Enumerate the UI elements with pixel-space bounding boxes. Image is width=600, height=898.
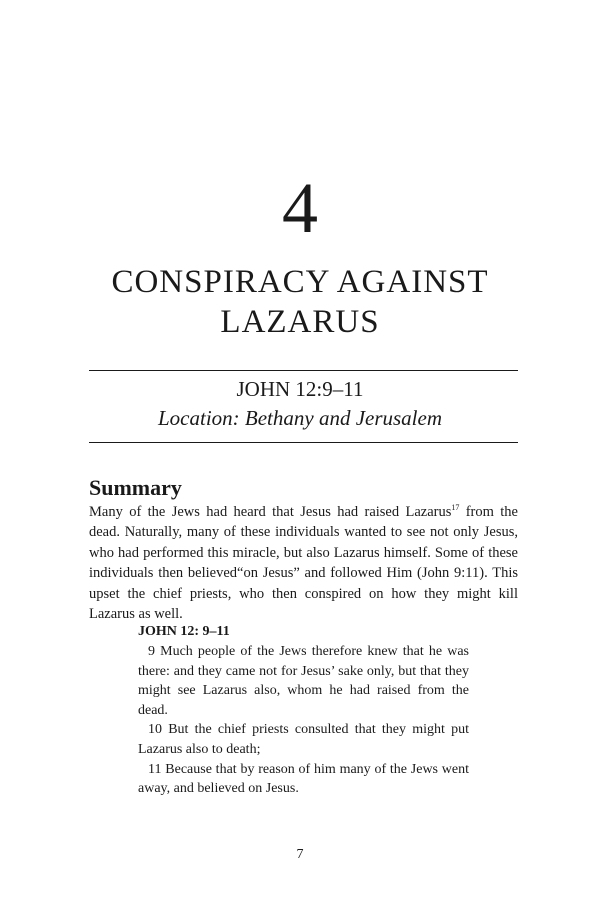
bottom-divider	[89, 442, 518, 443]
top-divider	[89, 370, 518, 371]
footnote-marker[interactable]: 17	[451, 503, 460, 512]
summary-text-part-2: from the dead. Naturally, many of these individuals wanted to see not only Jesus, who had performed this miracle, but also Lazarus himself. Some of these individuals then believed“on Jesus” and followed Him (John 9:11). This upset the chief priests, who then conspired on how they might kill Lazarus as well.	[89, 504, 518, 623]
verse-11: 11 Because that by reason of him many of the Jews went away, and believed on Jesus.	[138, 761, 469, 797]
verse-10: 10 But the chief priests consulted that they might put Lazarus also to death;	[138, 722, 469, 757]
chapter-title	[0, 262, 600, 342]
verse-9: 9 Much people of the Jews therefore knew that he was there: and they came not for Jesus’ sake only, but that they might see Lazarus also, whom he had raised from the dead.	[138, 644, 469, 718]
passage-reference: JOHN 12:9–11	[236, 377, 364, 401]
chapter-title-line-1: CONSPIRACY AGAINST	[111, 264, 489, 300]
scripture-block	[138, 622, 469, 799]
chapter-number: 4	[282, 168, 318, 248]
summary-paragraph	[89, 502, 518, 624]
chapter-title-line-2: LAZARUS	[220, 304, 380, 340]
passage-location: Location: Bethany and Jerusalem	[157, 406, 443, 430]
scripture-heading: JOHN 12: 9–11	[138, 624, 230, 639]
page-number: 7	[296, 847, 304, 862]
summary-text-part-1: Many of the Jews had heard that Jesus had raised Lazarus	[89, 504, 452, 520]
summary-heading: Summary	[89, 475, 182, 500]
